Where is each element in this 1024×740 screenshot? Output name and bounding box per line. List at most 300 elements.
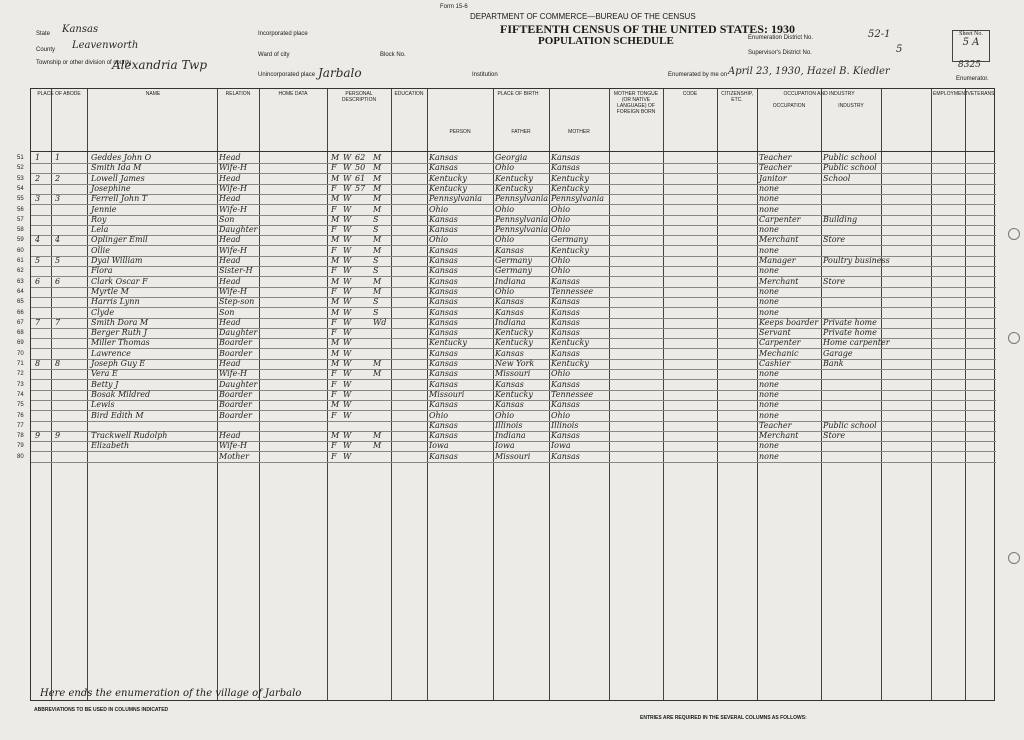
col-place-of-birth: PLACE OF BIRTH bbox=[497, 91, 539, 97]
cell-occ: Merchant bbox=[759, 235, 799, 245]
cell-sex: F bbox=[331, 225, 337, 235]
county-label: County bbox=[36, 47, 56, 53]
cell-fam: 6 bbox=[55, 276, 61, 286]
table-row bbox=[17, 369, 996, 379]
cell-mother: Ohio bbox=[551, 214, 571, 224]
cell-ind: Public school bbox=[823, 163, 877, 173]
cell-ind: Store bbox=[823, 276, 846, 286]
cell-birth: Kansas bbox=[429, 379, 458, 389]
cell-n: 73 bbox=[17, 381, 24, 388]
cell-fam: 4 bbox=[55, 235, 61, 245]
cell-ms: Wd bbox=[373, 317, 387, 327]
cell-father: Kentucky bbox=[495, 389, 533, 399]
cell-n: 74 bbox=[17, 391, 24, 398]
cell-sex: F bbox=[331, 379, 337, 389]
cell-father: Indiana bbox=[495, 317, 526, 327]
cell-occ: Manager bbox=[759, 256, 796, 265]
cell-race: W bbox=[343, 369, 352, 379]
cell-father: Kansas bbox=[495, 379, 524, 389]
enumeration-district-label: Enumeration District No. bbox=[748, 35, 814, 41]
supervisor-district-value: 5 bbox=[896, 44, 903, 55]
cell-race: W bbox=[343, 256, 352, 265]
cell-dw: 7 bbox=[35, 317, 41, 327]
cell-dw: 9 bbox=[35, 431, 41, 441]
cell-n: 61 bbox=[17, 258, 24, 264]
cell-birth: Kansas bbox=[429, 431, 458, 441]
col-citizenship: CITIZENSHIP, ETC. bbox=[721, 91, 753, 103]
cell-birth: Kentucky bbox=[429, 338, 467, 348]
cell-race: W bbox=[343, 183, 352, 193]
cell-ms: S bbox=[373, 214, 379, 224]
cell-name: Ferrell John T bbox=[91, 194, 148, 204]
cell-race: W bbox=[343, 153, 352, 162]
cell-name: Jennie bbox=[91, 204, 117, 214]
cell-name: Trackwell Rudolph bbox=[91, 431, 168, 441]
cell-name: Bosak Mildred bbox=[91, 389, 151, 399]
cell-ms: M bbox=[373, 163, 382, 173]
institution-label: Institution bbox=[472, 72, 498, 78]
cell-occ: Carpenter bbox=[759, 214, 801, 224]
cell-name: Clyde bbox=[91, 307, 115, 317]
cell-dw: 3 bbox=[35, 194, 41, 204]
cell-race: W bbox=[343, 379, 352, 389]
enumerated-date: April 23, 1930, Hazel B. Kiedler bbox=[728, 66, 890, 77]
cell-name: Oplinger Emil bbox=[91, 235, 148, 245]
cell-father: Pennsylvania bbox=[495, 225, 549, 235]
cell-sex: M bbox=[331, 338, 340, 348]
cell-father: Kansas bbox=[495, 297, 524, 307]
cell-race: W bbox=[343, 400, 352, 410]
table-row bbox=[17, 153, 996, 163]
cell-n: 75 bbox=[17, 402, 24, 409]
cell-mother: Ohio bbox=[551, 410, 571, 420]
abbreviations-heading: ABBREVIATIONS TO BE USED IN COLUMNS INDICATED bbox=[34, 707, 169, 713]
col-code: CODE bbox=[682, 91, 698, 97]
cell-n: 62 bbox=[17, 268, 24, 275]
cell-mother: Kentucky bbox=[551, 183, 589, 193]
ward-label: Ward of city bbox=[258, 52, 290, 58]
cell-mother: Ohio bbox=[551, 225, 571, 235]
table-row bbox=[17, 245, 996, 256]
cell-ms: M bbox=[373, 441, 382, 451]
cell-age: 50 bbox=[355, 163, 366, 173]
table-row bbox=[17, 276, 996, 287]
cell-birth: Kansas bbox=[429, 153, 458, 162]
cell-birth: Ohio bbox=[429, 410, 449, 420]
block-label: Block No. bbox=[380, 52, 406, 58]
cell-rel: Wife-H bbox=[219, 441, 248, 451]
table-row bbox=[17, 348, 996, 359]
cell-occ: Cashier bbox=[759, 359, 791, 368]
cell-dw: 2 bbox=[35, 173, 41, 183]
table-row bbox=[17, 256, 996, 266]
cell-occ: Mechanic bbox=[759, 348, 799, 358]
cell-father: Ohio bbox=[495, 163, 515, 173]
form-number: Form 15-6 bbox=[440, 4, 468, 10]
cell-ind: Garage bbox=[823, 348, 853, 358]
cell-birth: Kentucky bbox=[429, 173, 467, 183]
table-row bbox=[17, 286, 996, 297]
cell-name: Vera E bbox=[91, 369, 118, 379]
cell-n: 69 bbox=[17, 340, 24, 347]
cell-race: W bbox=[343, 410, 352, 420]
cell-n: 78 bbox=[17, 433, 24, 440]
cell-birth: Missouri bbox=[429, 389, 465, 399]
cell-name: Smith Ida M bbox=[91, 163, 142, 173]
cell-rel: Head bbox=[219, 173, 241, 183]
cell-n: 63 bbox=[17, 278, 24, 285]
enumeration-district-value: 52-1 bbox=[868, 29, 891, 40]
cell-ms: M bbox=[373, 276, 382, 286]
unincorporated-label: Unincorporated place bbox=[258, 72, 316, 78]
cell-age: 57 bbox=[355, 183, 366, 193]
cell-n: 51 bbox=[17, 155, 24, 161]
cell-occ: none bbox=[759, 369, 779, 379]
cell-rel: Head bbox=[219, 317, 241, 327]
cell-n: 80 bbox=[17, 453, 24, 460]
cell-birth: Pennsylvania bbox=[429, 194, 483, 204]
cell-sex: M bbox=[331, 297, 340, 307]
cell-occ: none bbox=[759, 183, 779, 193]
closing-note: Here ends the enumeration of the village of Jarbalo bbox=[40, 688, 302, 699]
cell-mother: Germany bbox=[551, 235, 588, 245]
cell-dw: 5 bbox=[35, 256, 41, 265]
cell-father: Illinois bbox=[495, 420, 523, 430]
cell-rel: Boarder bbox=[219, 389, 252, 399]
cell-occ: none bbox=[759, 225, 779, 235]
cell-n: 57 bbox=[17, 216, 24, 223]
cell-birth: Kansas bbox=[429, 317, 458, 327]
cell-name: Lewis bbox=[91, 400, 115, 410]
cell-rel: Head bbox=[219, 153, 241, 162]
cell-n: 65 bbox=[17, 299, 24, 306]
cell-fam: 8 bbox=[55, 359, 61, 368]
cell-occ: Merchant bbox=[759, 431, 799, 441]
cell-sex: M bbox=[331, 348, 340, 358]
cell-rel: Wife-H bbox=[219, 369, 248, 379]
cell-mother: Kansas bbox=[551, 276, 580, 286]
cell-occ: none bbox=[759, 451, 779, 461]
cell-mother: Illinois bbox=[551, 420, 579, 430]
cell-fam: 3 bbox=[55, 194, 61, 204]
table-row bbox=[17, 183, 996, 194]
table-row bbox=[17, 266, 996, 276]
cell-father: Iowa bbox=[495, 441, 515, 451]
cell-father: Ohio bbox=[495, 410, 515, 420]
col-home-data: HOME DATA bbox=[278, 91, 308, 97]
cell-birth: Kansas bbox=[429, 328, 458, 338]
table-row bbox=[17, 173, 996, 184]
cell-birth: Kansas bbox=[429, 307, 458, 317]
cell-sex: M bbox=[331, 173, 340, 183]
cell-father: Ohio bbox=[495, 286, 515, 296]
cell-mother: Kansas bbox=[551, 431, 580, 441]
cell-father: Georgia bbox=[495, 153, 528, 162]
cell-rel: Head bbox=[219, 359, 241, 368]
table-row bbox=[17, 214, 996, 225]
table-row bbox=[17, 441, 996, 451]
cell-rel: Daughter bbox=[219, 225, 258, 235]
cell-n: 56 bbox=[17, 206, 24, 213]
enumerated-label: Enumerated by me on bbox=[668, 72, 728, 78]
cell-n: 70 bbox=[17, 350, 24, 357]
cell-ind: Private home bbox=[823, 328, 877, 338]
cell-birth: Kansas bbox=[429, 359, 458, 368]
cell-sex: F bbox=[331, 317, 337, 327]
cell-name: Berger Ruth J bbox=[91, 328, 147, 338]
cell-race: W bbox=[343, 348, 352, 358]
cell-ind: Public school bbox=[823, 420, 877, 430]
table-row bbox=[17, 163, 996, 173]
cell-birth: Kansas bbox=[429, 214, 458, 224]
cell-dw: 1 bbox=[35, 153, 41, 162]
cell-mother: Kansas bbox=[551, 307, 580, 317]
cell-mother: Kansas bbox=[551, 317, 580, 327]
cell-father: Germany bbox=[495, 256, 532, 265]
cell-name: Betty J bbox=[91, 379, 119, 389]
cell-mother: Kentucky bbox=[551, 173, 589, 183]
cell-n: 79 bbox=[17, 443, 24, 450]
cell-n: 66 bbox=[17, 309, 24, 316]
table-row bbox=[17, 338, 996, 348]
table-row bbox=[17, 297, 996, 307]
cell-sex: M bbox=[331, 256, 340, 265]
cell-race: W bbox=[343, 276, 352, 286]
cell-ms: M bbox=[373, 235, 382, 245]
cell-ms: M bbox=[373, 183, 382, 193]
table-row bbox=[17, 307, 996, 318]
cell-birth: Kansas bbox=[429, 400, 458, 410]
cell-birth: Kansas bbox=[429, 245, 458, 255]
cell-father: Kansas bbox=[495, 245, 524, 255]
col-veterans: VETERANS bbox=[967, 91, 995, 97]
table-row bbox=[17, 194, 996, 204]
cell-ms: S bbox=[373, 307, 379, 317]
table-row bbox=[17, 400, 996, 410]
cell-name: Ollie bbox=[91, 245, 110, 255]
cell-sex: M bbox=[331, 400, 340, 410]
cell-name: Lowell James bbox=[91, 173, 145, 183]
cell-name: Lawrence bbox=[91, 348, 131, 358]
cell-race: W bbox=[343, 235, 352, 245]
cell-race: W bbox=[343, 173, 352, 183]
binding-hole bbox=[1008, 228, 1020, 240]
cell-occ: none bbox=[759, 410, 779, 420]
cell-birth: Kansas bbox=[429, 451, 458, 461]
table-row bbox=[17, 204, 996, 215]
cell-birth: Kansas bbox=[429, 286, 458, 296]
cell-fam: 2 bbox=[55, 173, 61, 183]
cell-n: 71 bbox=[17, 361, 24, 367]
cell-father: Pennsylvania bbox=[495, 194, 549, 204]
cell-race: W bbox=[343, 204, 352, 214]
cell-ms: S bbox=[373, 297, 379, 307]
cell-sex: F bbox=[331, 163, 337, 173]
state-label: State bbox=[36, 31, 51, 37]
cell-n: 68 bbox=[17, 330, 24, 337]
cell-name: Miller Thomas bbox=[91, 338, 150, 348]
cell-ind: Building bbox=[823, 214, 858, 224]
cell-name: Harris Lynn bbox=[91, 297, 140, 307]
cell-n: 58 bbox=[17, 227, 24, 234]
cell-age: 62 bbox=[355, 153, 366, 162]
cell-sex: M bbox=[331, 359, 340, 368]
cell-sex: F bbox=[331, 410, 337, 420]
cell-mother: Kansas bbox=[551, 163, 580, 173]
table-row bbox=[17, 431, 996, 441]
cell-sex: F bbox=[331, 328, 337, 338]
binding-hole bbox=[1008, 332, 1020, 344]
cell-rel: Head bbox=[219, 235, 241, 245]
table-row bbox=[17, 389, 996, 400]
cell-name: Flora bbox=[91, 266, 113, 276]
cell-ms: M bbox=[373, 359, 382, 368]
cell-mother: Kentucky bbox=[551, 359, 589, 368]
cell-occ: Teacher bbox=[759, 163, 792, 173]
cell-father: Kansas bbox=[495, 307, 524, 317]
cell-race: W bbox=[343, 225, 352, 235]
cell-father: Missouri bbox=[495, 369, 531, 379]
entries-heading: ENTRIES ARE REQUIRED IN THE SEVERAL COLUMNS AS FOLLOWS: bbox=[640, 715, 807, 721]
cell-mother: Ohio bbox=[551, 266, 571, 276]
cell-n: 52 bbox=[17, 165, 24, 172]
cell-rel: Head bbox=[219, 276, 241, 286]
cell-occ: Keeps boarder bbox=[759, 317, 819, 327]
col-relation: RELATION bbox=[225, 91, 251, 97]
cell-name: Josephine bbox=[91, 183, 131, 193]
cell-occ: Servant bbox=[759, 328, 791, 338]
cell-n: 55 bbox=[17, 196, 24, 203]
cell-father: Kansas bbox=[495, 348, 524, 358]
cell-name: Roy bbox=[91, 214, 107, 224]
cell-ind: Private home bbox=[823, 317, 877, 327]
cell-rel: Son bbox=[219, 214, 235, 224]
unincorporated-value: Jarbalo bbox=[318, 66, 362, 80]
cell-race: W bbox=[343, 307, 352, 317]
cell-ms: M bbox=[373, 173, 382, 183]
table-row bbox=[17, 420, 996, 431]
col-name: NAME bbox=[145, 91, 161, 97]
footer bbox=[30, 703, 995, 737]
cell-race: W bbox=[343, 359, 352, 368]
cell-mother: Pennsylvania bbox=[551, 194, 605, 204]
table-row bbox=[17, 359, 996, 369]
enumerator-label: Enumerator. bbox=[956, 76, 989, 82]
cell-birth: Kansas bbox=[429, 297, 458, 307]
cell-father: Kansas bbox=[495, 400, 524, 410]
cell-n: 53 bbox=[17, 175, 24, 182]
cell-ind: School bbox=[823, 173, 851, 183]
cell-mother: Kansas bbox=[551, 451, 580, 461]
cell-rel: Sister-H bbox=[219, 266, 253, 276]
incorporated-label: Incorporated place bbox=[258, 31, 308, 37]
cell-sex: F bbox=[331, 451, 337, 461]
cell-race: W bbox=[343, 317, 352, 327]
cell-mother: Kansas bbox=[551, 400, 580, 410]
cell-occ: Carpenter bbox=[759, 338, 801, 348]
cell-rel: Daughter bbox=[219, 328, 258, 338]
cell-sex: M bbox=[331, 194, 340, 204]
cell-sex: F bbox=[331, 286, 337, 296]
cell-rel: Head bbox=[219, 194, 241, 204]
cell-sex: M bbox=[331, 276, 340, 286]
cell-sex: F bbox=[331, 441, 337, 451]
cell-birth: Kansas bbox=[429, 369, 458, 379]
cell-rel: Step-son bbox=[219, 297, 255, 307]
cell-birth: Ohio bbox=[429, 235, 449, 245]
cell-ms: M bbox=[373, 286, 382, 296]
cell-rel: Boarder bbox=[219, 348, 252, 358]
cell-ms: M bbox=[373, 431, 382, 441]
cell-n: 64 bbox=[17, 288, 24, 295]
cell-rel: Wife-H bbox=[219, 286, 248, 296]
cell-father: Kentucky bbox=[495, 338, 533, 348]
cell-father: Indiana bbox=[495, 276, 526, 286]
cell-n: 67 bbox=[17, 319, 24, 326]
cell-name: Joseph Guy E bbox=[91, 359, 146, 368]
cell-mother: Ohio bbox=[551, 369, 571, 379]
cell-birth: Kansas bbox=[429, 348, 458, 358]
cell-rel: Boarder bbox=[219, 338, 252, 348]
cell-mother: Kansas bbox=[551, 379, 580, 389]
cell-fam: 9 bbox=[55, 431, 61, 441]
cell-race: W bbox=[343, 431, 352, 441]
cell-ms: M bbox=[373, 204, 382, 214]
cell-ind: Store bbox=[823, 431, 846, 441]
cell-ind: Bank bbox=[823, 359, 844, 368]
cell-sex: M bbox=[331, 431, 340, 441]
cell-occ: none bbox=[759, 379, 779, 389]
cell-sex: M bbox=[331, 235, 340, 245]
cell-occ: none bbox=[759, 441, 779, 451]
cell-rel: Head bbox=[219, 431, 241, 441]
cell-race: W bbox=[343, 389, 352, 399]
cell-rel: Wife-H bbox=[219, 245, 248, 255]
cell-name: Geddes John O bbox=[91, 153, 152, 162]
table-row bbox=[17, 225, 996, 235]
table-row bbox=[17, 317, 996, 328]
cell-mother: Kansas bbox=[551, 153, 580, 162]
sheet-number-box bbox=[952, 30, 990, 62]
col-birth-father: FATHER bbox=[511, 129, 531, 135]
cell-name: Dyal William bbox=[91, 256, 143, 265]
department-heading: DEPARTMENT OF COMMERCE—BUREAU OF THE CENSUS bbox=[470, 12, 696, 21]
cell-name: Elizabeth bbox=[91, 441, 130, 451]
county-value: Leavenworth bbox=[72, 40, 139, 51]
cell-ms: S bbox=[373, 266, 379, 276]
census-title: FIFTEENTH CENSUS OF THE UNITED STATES: 1930 bbox=[500, 22, 795, 36]
cell-race: W bbox=[343, 286, 352, 296]
col-personal-description: PERSONAL DESCRIPTION bbox=[341, 91, 377, 103]
township-label: Township or other division of county bbox=[36, 60, 132, 66]
cell-birth: Kansas bbox=[429, 225, 458, 235]
cell-rel: Son bbox=[219, 307, 235, 317]
cell-rel: Mother bbox=[219, 451, 249, 461]
cell-mother: Tennessee bbox=[551, 389, 594, 399]
cell-race: W bbox=[343, 163, 352, 173]
cell-mother: Kansas bbox=[551, 328, 580, 338]
cell-sex: F bbox=[331, 245, 337, 255]
cell-dw: 6 bbox=[35, 276, 41, 286]
cell-ms: S bbox=[373, 256, 379, 265]
cell-race: W bbox=[343, 194, 352, 204]
cell-name: Bird Edith M bbox=[91, 410, 144, 420]
cell-occ: Merchant bbox=[759, 276, 799, 286]
cell-race: W bbox=[343, 245, 352, 255]
cell-sex: F bbox=[331, 266, 337, 276]
supervisor-district-label: Supervisor's District No. bbox=[748, 50, 812, 56]
cell-birth: Iowa bbox=[429, 441, 449, 451]
